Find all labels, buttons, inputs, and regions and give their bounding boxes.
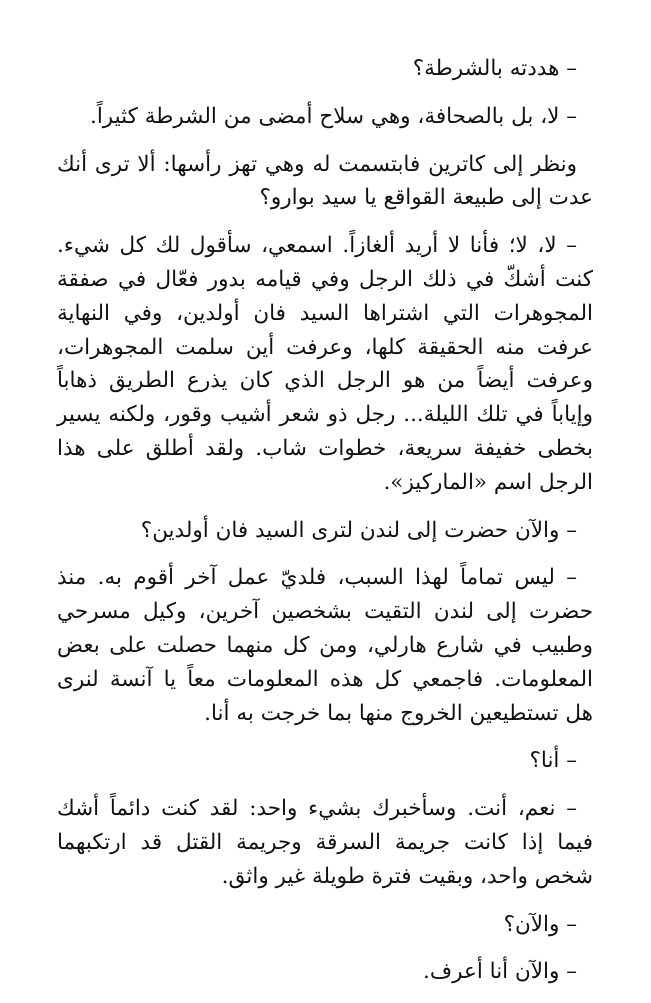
dialogue-line: – أنا؟ — [529, 748, 577, 774]
dialogue-line: – والآن؟ — [503, 911, 577, 937]
dialogue-line: – والآن أنا أعرف. — [423, 959, 577, 985]
dialogue-line: – والآن حضرت إلى لندن لترى السيد فان أولدين؟ — [140, 517, 577, 543]
book-page — [57, 52, 593, 1003]
dialogue-paragraph: – لا، لا؛ فأنا لا أريد ألغازاً. اسمعي، سأقول لك كل شيء. كنت أشكّ في ذلك الرجل وفي قيامه بدور فعّال في صفقة المجوهرات التي اشتراها السيد فان أولدين، وفي النهاية عرفت منه الحقيقة كلها، وعرفت أين سلمت المجوهرات، وعرفت أيضاً من هو الرجل الذي كان يذرع الطريق ذهاباً وإياباً في تلك الليلة... رجل ذو شعر أشيب وقور، ولكنه يسير بخطى خفيفة سريعة، خطوات شاب. ولقد أطلق على هذا الرجل اسم «الماركيز». — [57, 233, 593, 495]
dialogue-line: – لا، بل بالصحافة، وهي سلاح أمضى من الشرطة كثيراً. — [89, 103, 577, 129]
dialogue-paragraph: – ليس تماماً لهذا السبب، فلديّ عمل آخر أقوم به. منذ حضرت إلى لندن التقيت بشخصين آخرين، وكيل مسرحي وطبيب في شارع هارلي، ومن كل منهما حصلت على بعض المعلومات. فاجمعي كل هذه المعلومات معاً يا آنسة لنرى هل تستطيعين الخروج منها بما خرجت به أنا. — [57, 565, 593, 726]
dialogue-line: – هددته بالشرطة؟ — [412, 56, 577, 81]
narrative-paragraph: ونظر إلى كاترين فابتسمت له وهي تهز رأسها: ألا ترى أنك عدت إلى طبيعة القواقع يا سيد بوارو؟ — [57, 151, 593, 211]
dialogue-paragraph: – نعم، أنت. وسأخبرك بشيء واحد: لقد كنت دائماً أشك فيما إذا كانت جريمة السرقة وجريمة القتل قد ارتكبهما شخص واحد، وبقيت فترة طويلة غير واثق. — [57, 796, 593, 889]
